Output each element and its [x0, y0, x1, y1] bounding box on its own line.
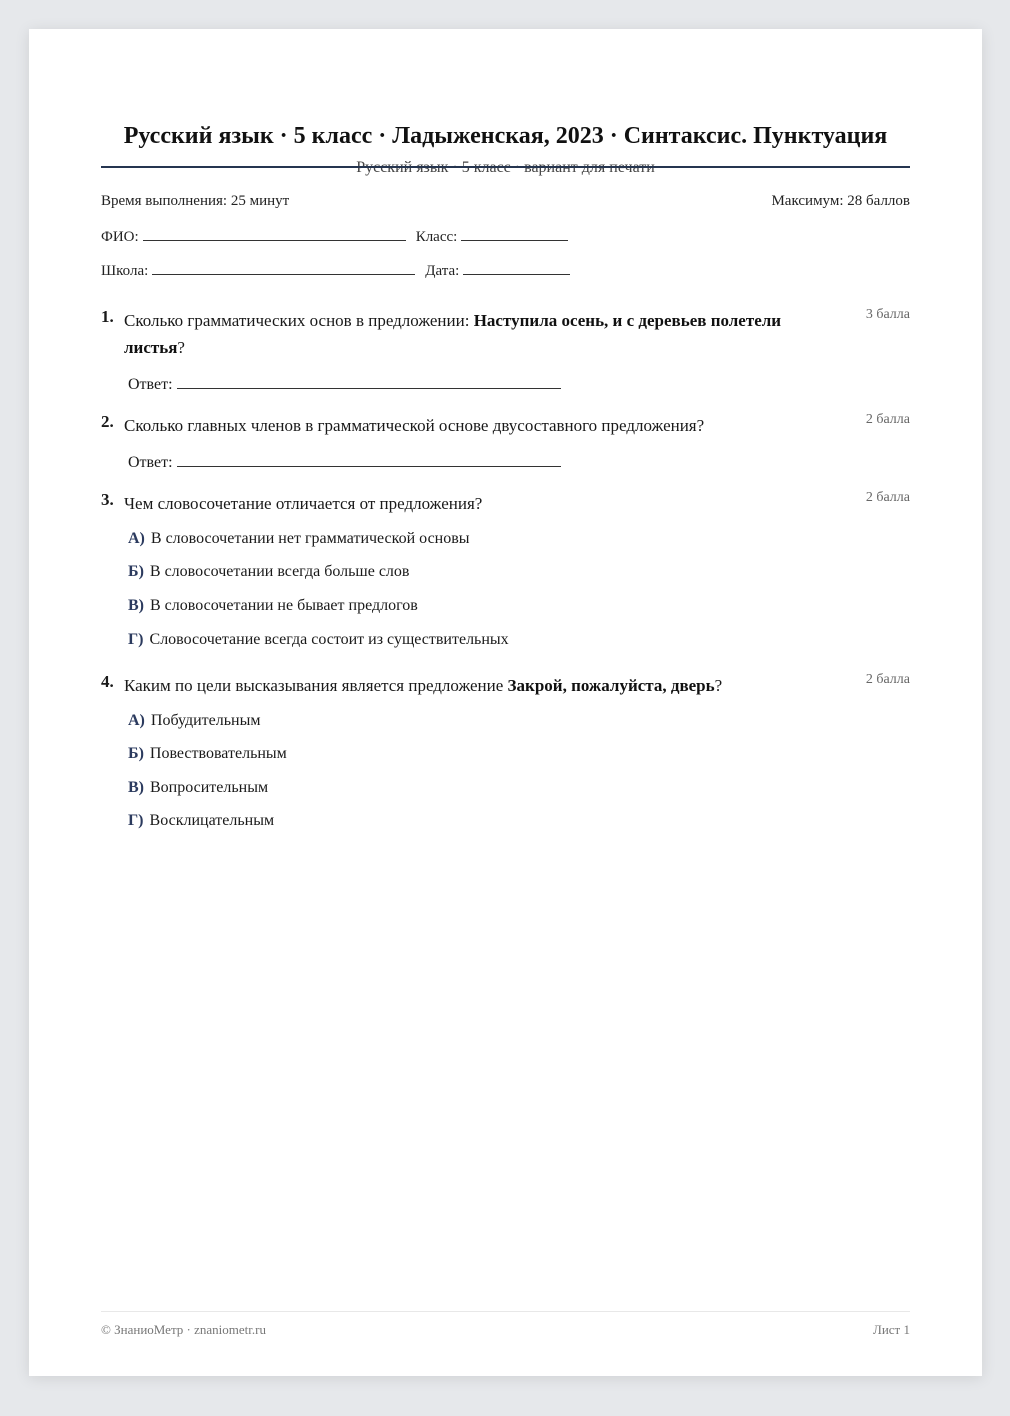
- option-b[interactable]: [128, 745, 287, 763]
- option-text: В словосочетании не бывает предлогов: [150, 597, 418, 614]
- question-text-end: ?: [177, 338, 185, 357]
- name-label: ФИО:: [101, 229, 139, 245]
- date-label: Дата:: [425, 263, 460, 279]
- class-field[interactable]: [461, 226, 568, 241]
- question-text: Чем словосочетание отличается от предложения?: [124, 494, 483, 513]
- question-highlight: Наступила осень, и с деревьев полетели листья: [124, 311, 782, 357]
- question-number: 2.: [101, 412, 114, 431]
- question-points: 3 балла: [865, 307, 910, 322]
- school-date-row: [101, 260, 910, 280]
- name-class-row: [101, 226, 910, 246]
- question-highlight: Закрой, пожалуйста, дверь: [507, 676, 715, 695]
- answer-row: [128, 374, 571, 394]
- option-text: Восклицательным: [149, 812, 275, 829]
- question-2: [101, 412, 910, 471]
- option-text: Словосочетание всегда состоит из существительных: [149, 631, 509, 648]
- page-title: Русский язык · 5 класс · Ладыженская, 2023 · Синтаксис. Пунктуация: [123, 123, 888, 149]
- option-letter: А): [128, 530, 145, 547]
- answer-label: Ответ:: [128, 454, 173, 471]
- question-3: [101, 490, 910, 648]
- answer-label: Ответ:: [128, 376, 173, 393]
- school-label: Школа:: [101, 263, 149, 279]
- option-text: Повествовательным: [149, 745, 287, 762]
- class-label: Класс:: [415, 229, 458, 245]
- name-field[interactable]: [143, 226, 406, 241]
- option-b[interactable]: [128, 563, 409, 581]
- school-field[interactable]: [152, 260, 415, 275]
- option-v[interactable]: [128, 597, 418, 615]
- question-number: 1.: [101, 307, 114, 326]
- date-field[interactable]: [463, 260, 570, 275]
- question-number: 3.: [101, 490, 114, 509]
- answer-field[interactable]: [177, 374, 561, 389]
- question-4: [101, 672, 910, 829]
- answer-field[interactable]: [177, 452, 561, 467]
- option-letter: Г): [128, 812, 144, 829]
- question-points: 2 балла: [865, 490, 910, 505]
- page-subtitle: [29, 159, 982, 177]
- answer-row: [128, 452, 571, 472]
- option-letter: В): [128, 597, 144, 614]
- option-letter: А): [128, 712, 145, 729]
- option-letter: В): [128, 779, 144, 796]
- question-number: 4.: [101, 672, 114, 691]
- option-a[interactable]: [128, 712, 260, 730]
- option-letter: Б): [128, 563, 144, 580]
- option-g[interactable]: [128, 812, 274, 830]
- option-text: Побудительным: [150, 712, 261, 729]
- option-v[interactable]: [128, 779, 268, 797]
- option-text: В словосочетании нет грамматической основы: [150, 530, 470, 547]
- option-a[interactable]: [128, 530, 470, 548]
- question-points: 2 балла: [865, 672, 910, 687]
- question-text: Сколько главных членов в грамматической основе двусоставного предложения?: [124, 416, 705, 435]
- question-text-part: Каким по цели высказывания является предложение: [124, 676, 508, 695]
- max-score: Максимум: 28 баллов: [771, 193, 910, 209]
- question-points: 2 балла: [865, 412, 910, 427]
- footer-copyright: © ЗнаниоМетр · znaniometr.ru: [101, 1322, 266, 1337]
- time-limit: Время выполнения: 25 минут: [101, 193, 290, 209]
- header-divider: [101, 166, 910, 168]
- option-text: Вопросительным: [150, 779, 269, 796]
- option-letter: Б): [128, 745, 144, 762]
- question-text-part: Сколько грамматических основ в предложении:: [124, 311, 474, 330]
- meta-info-row: [101, 193, 910, 210]
- question-text-end: ?: [714, 676, 723, 695]
- option-text: В словосочетании всегда больше слов: [149, 563, 410, 580]
- question-text: [124, 672, 830, 699]
- footer-divider: [101, 1311, 910, 1312]
- question-1: [101, 307, 910, 393]
- page-number: Лист 1: [873, 1322, 910, 1337]
- worksheet-page: [29, 29, 982, 1376]
- question-text: [124, 307, 830, 361]
- option-letter: Г): [128, 631, 144, 648]
- option-g[interactable]: [128, 631, 509, 649]
